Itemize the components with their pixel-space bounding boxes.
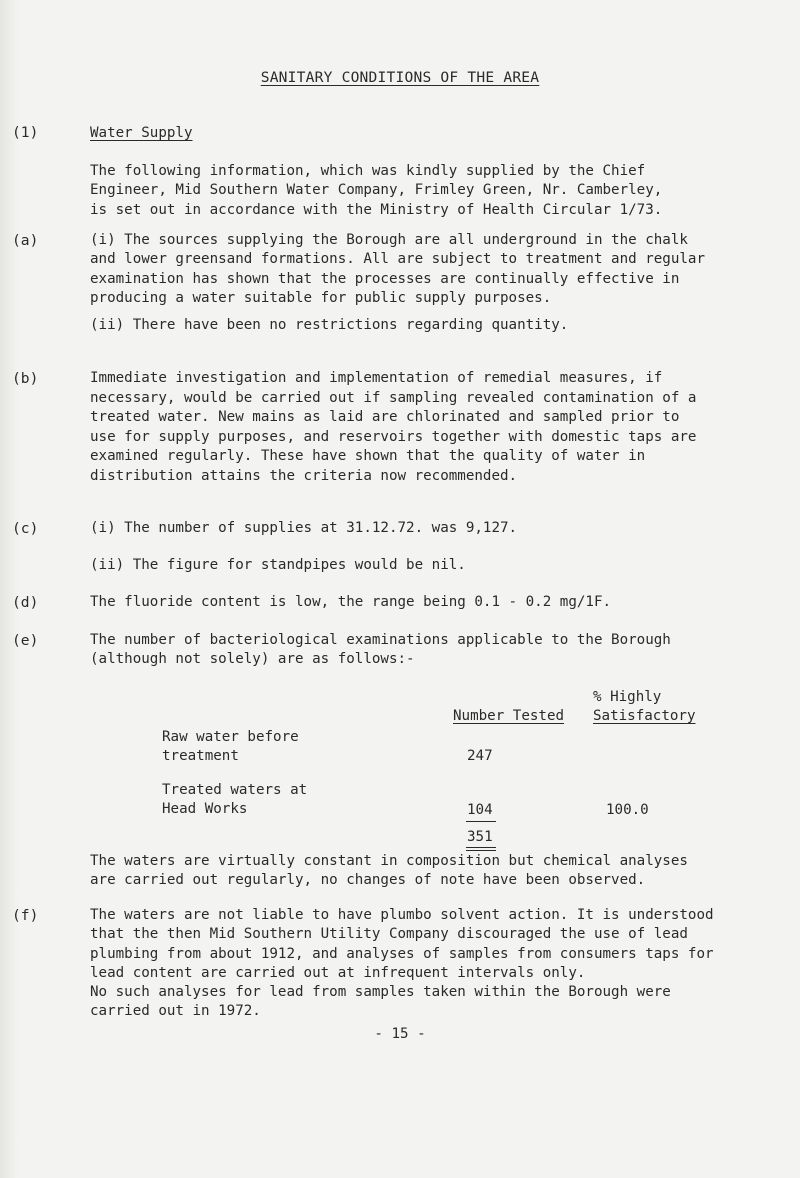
subtotal-rule: [466, 821, 496, 822]
page-title: SANITARY CONDITIONS OF THE AREA: [260, 69, 540, 86]
section-f-p2: No such analyses for lead from samples taken within the Borough were carried out in 1972.: [90, 984, 671, 1020]
section-d-text: The fluoride content is low, the range being 0.1 - 0.2 mg/1F.: [90, 594, 612, 610]
row-number-treated-water: 104: [467, 802, 493, 818]
section-label-a: (a): [12, 232, 39, 249]
col-header-pct-2: Satisfactory: [593, 708, 696, 724]
total-double-rule-1: [466, 847, 496, 848]
section-a-ii: (ii) There have been no restrictions regarding quantity.: [90, 317, 569, 333]
col-header-pct-1: % Highly: [593, 689, 662, 705]
water-supply-heading: Water Supply: [90, 125, 193, 141]
section-f-p1: The waters are not liable to have plumbo solvent action. It is understood that the then Mid Southern Utility Company discouraged the use of lead plumbing from about 1912, and analyses of samples from consumers taps for lead content are carried out at infrequent intervals only.: [90, 907, 714, 981]
total-number: 351: [467, 829, 493, 845]
page-number: - 15 -: [374, 1026, 426, 1042]
section-label-1: (1): [12, 124, 39, 141]
section-e-note: The waters are virtually constant in composition but chemical analyses are carried out regularly, no changes of note have been observed.: [90, 853, 688, 889]
row-number-raw-water: 247: [467, 748, 493, 764]
section-c-ii: (ii) The figure for standpipes would be nil.: [90, 557, 466, 573]
section-c-i: (i) The number of supplies at 31.12.72. was 9,127.: [90, 520, 518, 536]
section-label-f: (f): [12, 907, 39, 924]
section-label-d: (d): [12, 594, 39, 611]
row-pct-treated-water: 100.0: [606, 802, 649, 818]
section-a-i: (i) The sources supplying the Borough are all underground in the chalk and lower greensand formations. All are subject to treatment and regular examination has shown that the processes are continually effective in producing a water suitable for public supply purposes.: [90, 232, 705, 306]
section-b-text: Immediate investigation and implementation of remedial measures, if necessary, would be carried out if sampling revealed contamination of a treated water. New mains as laid are chlorinated and sampled prior to use for supply purposes, and reservoirs together with domestic taps are examined regularly. These have shown that the quality of water in distribution attains the criteria now recommended.: [90, 370, 697, 484]
water-supply-intro: The following information, which was kindly supplied by the Chief Engineer, Mid Southern Water Company, Frimley Green, Nr. Camberley, is set out in accordance with the Ministry of Health Circular 1/73.: [90, 163, 663, 218]
page-edge-shadow: [0, 0, 18, 1178]
section-label-c: (c): [12, 520, 39, 537]
row-label-raw-water: Raw water before treatment: [162, 729, 299, 765]
col-header-number: Number Tested: [453, 708, 565, 724]
section-label-e: (e): [12, 632, 39, 649]
section-e-intro: The number of bacteriological examinations applicable to the Borough (although not solely) are as follows:-: [90, 632, 671, 668]
section-label-b: (b): [12, 370, 39, 387]
total-double-rule-2: [466, 850, 496, 851]
row-label-treated-water: Treated waters at Head Works: [162, 782, 308, 818]
